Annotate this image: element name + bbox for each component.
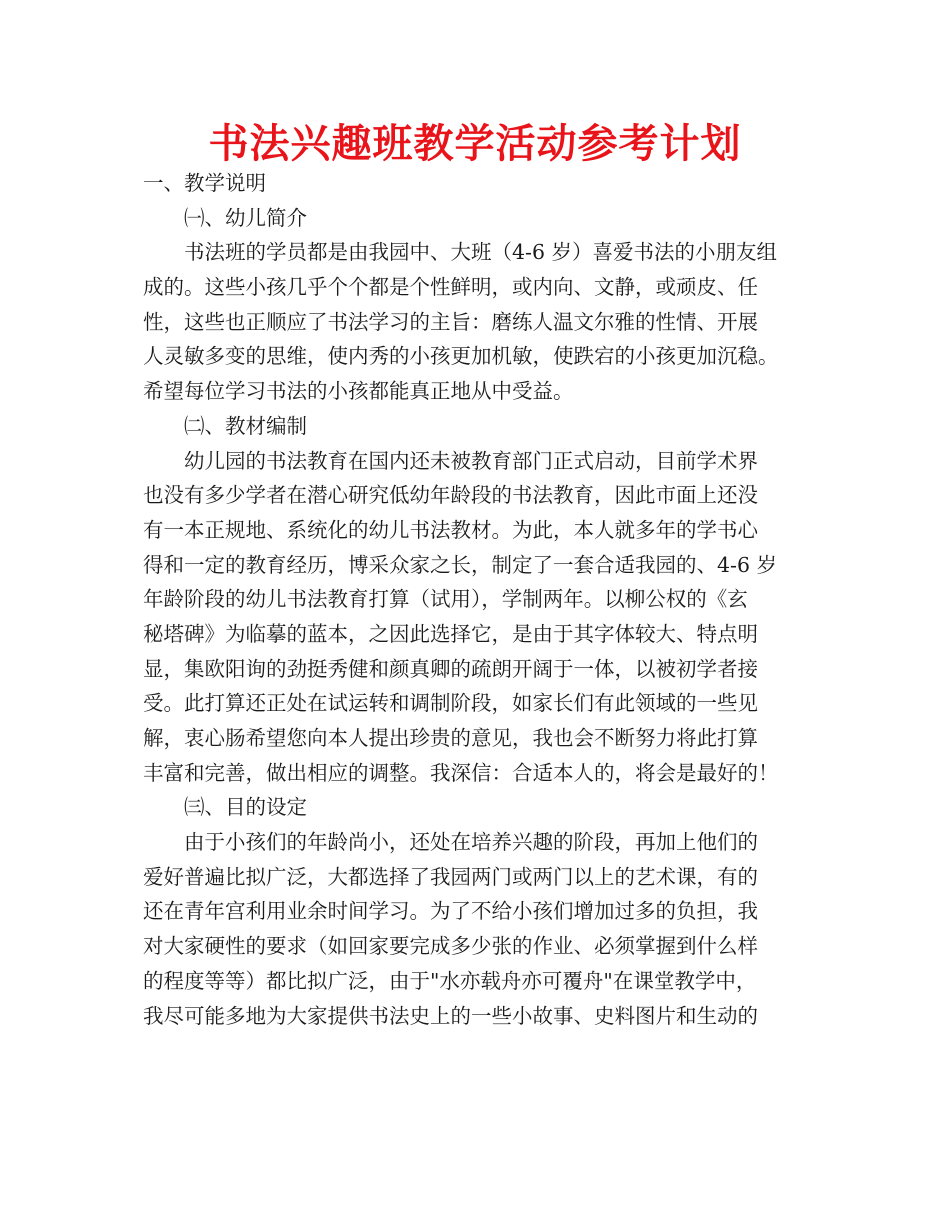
text-line: 秘塔碑》为临摹的蓝本，之因此选择它，是由于其字体较大、特点明 bbox=[143, 621, 758, 646]
text-line: 人灵敏多变的思维，使内秀的小孩更加机敏，使跌宕的小孩更加沉稳。 bbox=[143, 344, 779, 369]
text-line: 成的。这些小孩几乎个个都是个性鲜明，或内向、文静，或顽皮、任 bbox=[143, 275, 758, 300]
text-line: 丰富和完善，做出相应的调整。我深信：合适本人的，将会是最好的！ bbox=[143, 760, 779, 785]
text-line: 得和一定的教育经历，博采众家之长，制定了一套合适我园的、4-6 岁 bbox=[143, 552, 778, 577]
text-line: ㈢、目的设定 bbox=[184, 795, 307, 820]
text-line: ㈡、教材编制 bbox=[184, 413, 307, 438]
text-line: 一、教学说明 bbox=[143, 171, 266, 195]
text-line: 性，这些也正顺应了书法学习的主旨：磨练人温文尔雅的性情、开展 bbox=[143, 309, 758, 334]
text-line: 的程度等等）都比拟广泛，由于"水亦载舟亦可覆舟"在课堂教学中， bbox=[143, 968, 757, 993]
text-line: 书法班的学员都是由我园中、大班（4-6 岁）喜爱书法的小朋友组 bbox=[184, 240, 778, 265]
text-line: 幼儿园的书法教育在国内还未被教育部门正式启动，目前学术界 bbox=[184, 448, 758, 473]
document-body bbox=[143, 166, 823, 1033]
text-line: 由于小孩们的年龄尚小，还处在培养兴趣的阶段，再加上他们的 bbox=[184, 830, 758, 855]
text-line: 我尽可能多地为大家提供书法史上的一些小故事、史料图片和生动的 bbox=[143, 1003, 758, 1028]
text-line: 对大家硬性的要求（如回家要完成多少张的作业、必须掌握到什么样 bbox=[143, 934, 758, 959]
text-line: 爱好普遍比拟广泛，大都选择了我园两门或两门以上的艺术课，有的 bbox=[143, 864, 758, 889]
text-line: 解，衷心肠希望您向本人提出珍贵的意见，我也会不断努力将此打算 bbox=[143, 726, 758, 750]
text-line: 有一本正规地、系统化的幼儿书法教材。为此，本人就多年的学书心 bbox=[143, 517, 758, 542]
document-title: 书法兴趣班教学活动参考计划 bbox=[208, 120, 742, 167]
text-line: 年龄阶段的幼儿书法教育打算（试用），学制两年。以柳公权的《玄 bbox=[143, 587, 748, 612]
text-line: 也没有多少学者在潜心研究低幼年龄段的书法教育，因此市面上还没 bbox=[143, 483, 758, 508]
text-line: ㈠、幼儿简介 bbox=[184, 205, 307, 230]
text-line: 希望每位学习书法的小孩都能真正地从中受益。 bbox=[143, 379, 574, 404]
text-line: 还在青年宫利用业余时间学习。为了不给小孩们增加过多的负担，我 bbox=[143, 899, 758, 924]
text-line: 受。此打算还正处在试运转和调制阶段，如家长们有此领域的一些见 bbox=[143, 691, 758, 716]
text-line: 显，集欧阳询的劲挺秀健和颜真卿的疏朗开阔于一体，以被初学者接 bbox=[143, 656, 758, 681]
